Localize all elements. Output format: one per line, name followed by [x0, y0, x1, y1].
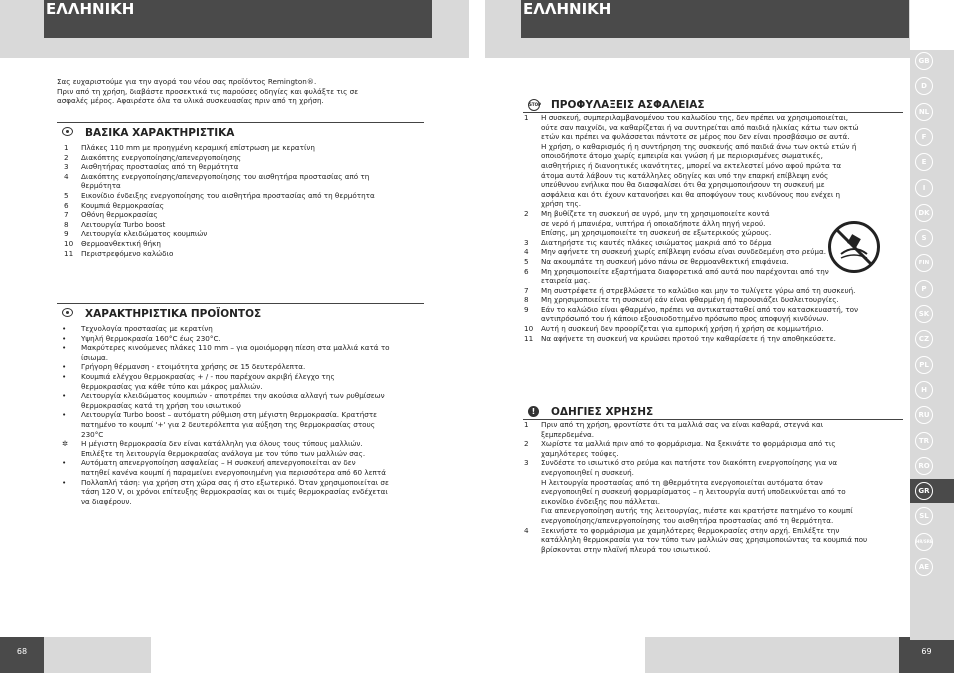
item-text: χρήση της.	[541, 199, 582, 209]
item-text: ξεμπερδεμένα.	[541, 429, 595, 439]
language-tab-ro[interactable]: RO	[915, 457, 933, 475]
no-water-icon	[828, 221, 880, 273]
item-text: Αυτόματη απενεργοποίηση ασφαλείας – Η συσκευή απενεργοποιείται αν δεν	[81, 458, 356, 468]
list-item	[62, 229, 422, 239]
item-number: 4	[524, 247, 529, 257]
list-item	[62, 249, 422, 259]
list-item	[62, 410, 427, 420]
item-text: Λειτουργία κλειδώματος κουμπιών - αποτρέπει την ακούσια αλλαγή των ρυθμίσεων	[81, 391, 385, 401]
list-item	[522, 142, 906, 152]
list-item	[522, 458, 906, 468]
item-number: 11	[524, 333, 534, 343]
language-tab-hr-srb[interactable]: HR/SRB	[915, 533, 933, 551]
item-number: •	[62, 333, 67, 343]
item-text: Εικονίδιο ένδειξης ενεργοποίησης του αισθητήρα προστασίας από τη θερμότητα	[81, 190, 375, 200]
list-item	[522, 295, 906, 305]
language-tab-fin[interactable]: FIN	[915, 254, 933, 272]
list-item	[62, 191, 422, 201]
list-item	[62, 362, 427, 372]
list-item	[62, 172, 422, 182]
list-item	[522, 468, 906, 478]
item-text: ενεργοποιηθεί η συσκευή.	[541, 467, 634, 477]
item-number: 9	[524, 304, 529, 314]
list-item	[522, 276, 906, 286]
item-text: αντιπρόσωπό του ή κάποιο εξουσιοδοτημένο πρόσωπο προς αποφυγή κινδύνων.	[541, 314, 829, 324]
eye-icon	[62, 308, 73, 317]
product-title: ΧΑΡΑΚΤΗΡΙΣΤΙΚΑ ΠΡΟΪΟΝΤΟΣ	[85, 308, 262, 320]
item-number: 2	[524, 208, 529, 218]
item-text: Χωρίστε τα μαλλιά πριν από το φορμάρισμα. Να ξεκινάτε το φορμάρισμα από τις	[541, 439, 836, 449]
no-water-symbol	[831, 224, 877, 270]
item-text: Περιστρεφόμενο καλώδιο	[81, 248, 174, 258]
item-text: ούτε σαν παιχνίδι, να καθαρίζεται ή να συντηρείται από παιδιά ηλικίας κάτω των οκτώ	[541, 122, 859, 132]
product-features-list	[62, 324, 427, 506]
language-tab-h[interactable]: H	[915, 381, 933, 399]
list-item	[62, 181, 422, 191]
list-item	[62, 324, 427, 334]
list-item	[522, 497, 906, 507]
item-text: Μην αφήνετε τη συσκευή χωρίς επίβλεψη ενόσω είναι συνδεδεμένη στο ρεύμα.	[541, 247, 826, 257]
list-item	[62, 382, 427, 392]
list-item	[522, 478, 906, 488]
item-text: Αισθητήρας προστασίας από τη θερμότητα	[81, 162, 239, 172]
item-text: εικονίδιο ένδειξης που πάλλεται.	[541, 496, 660, 506]
list-item	[522, 420, 906, 430]
item-number: 10	[64, 238, 74, 248]
item-text: πατηθεί κανένα κουμπί ή παραμείνει ενεργοποιημένη για περισσότερα από 60 λεπτά	[81, 467, 386, 477]
item-text: Αυτή η συσκευή δεν προορίζεται για εμπορική χρήση ή χρήση σε κομμωτήριο.	[541, 324, 824, 334]
item-text: θερμοκρασίας κατά τη χρήση του ισιωτικού	[81, 400, 241, 410]
language-tab-sl[interactable]: SL	[915, 507, 933, 525]
list-item	[522, 171, 906, 181]
right-footer-band	[645, 637, 899, 673]
item-text: Μακρύτερες κινούμενες πλάκες 110 mm – για ομοιόμορφη πίεση στα μαλλιά κατά το	[81, 343, 390, 353]
eye-icon	[62, 127, 73, 136]
item-text: σε νερό ή μπανιέρα, νιπτήρα ή οποιαδήποτε άλλη πηγή νερού.	[541, 218, 766, 228]
item-number: ✲	[62, 439, 69, 449]
language-tab-pl[interactable]: PL	[915, 356, 933, 374]
item-text: Λειτουργία κλειδώματος κουμπιών	[81, 229, 208, 239]
item-text: υπεύθυνου ενήλικα που θα διασφαλίσει ότι θα χρησιμοποιήσουν τη συσκευή με	[541, 180, 825, 190]
safety-title: ΠΡΟΦΥΛΑΞΕΙΣ ΑΣΦΑΛΕΙΑΣ	[551, 99, 705, 111]
list-item	[62, 449, 427, 459]
item-text: οποιοδήποτε άτομο χωρίς εμπειρία και γνώση ή με περιορισμένες σωματικές,	[541, 151, 823, 161]
item-number: 2	[64, 152, 69, 162]
item-text: Η λειτουργία προστασίας από τη ◍θερμότητα ενεργοποιείται αυτόματα όταν	[541, 477, 823, 487]
item-number: 8	[524, 295, 529, 305]
page-number: 68	[16, 647, 28, 656]
item-text: Να ακουμπάτε τη συσκευή μόνο πάνω σε θερμοανθεκτική επιφάνεια.	[541, 256, 789, 266]
list-item	[522, 286, 906, 296]
item-text: ενεργοποιηθεί η συσκευή φορμαρίσματος – η λειτουργία αυτή υποδεικνύεται από το	[541, 487, 846, 497]
list-item	[62, 239, 422, 249]
page-number: 69	[921, 647, 932, 656]
item-text: Κουμπιά ελέγχου θερμοκρασίας + / - που παρέχουν ακριβή έλεγχο της	[81, 371, 335, 381]
list-item	[62, 468, 427, 478]
list-item	[522, 132, 906, 142]
list-item	[522, 439, 906, 449]
item-text: Υψηλή θερμοκρασία 160°C έως 230°C.	[81, 333, 221, 343]
item-text: Κουμπιά θερμοκρασίας	[81, 200, 164, 210]
language-tab-s[interactable]: S	[915, 229, 933, 247]
intro-line: Πριν από τη χρήση, διαβάστε προσεκτικά τις παρούσες οδηγίες και φυλάξτε τις σε	[57, 86, 359, 96]
list-item	[522, 430, 906, 440]
item-text: κατάλληλη θερμοκρασία για τον τύπο των μαλλιών σας χρησιμοποιώντας τα κουμπιά που	[541, 535, 868, 545]
right-footer-page-number-bg	[899, 637, 954, 673]
language-tab-gr[interactable]: GR	[915, 482, 933, 500]
list-item	[62, 439, 427, 449]
list-item	[62, 391, 427, 401]
item-text: θερμοκρασίας για κάθε τύπο και μάκρος μαλλιών.	[81, 381, 263, 391]
item-text: Πλάκες 110 mm με προηγμένη κεραμική επίστρωση με κερατίνη	[81, 143, 315, 152]
left-page-header: ΕΛΛΗΝΙΚΗ	[44, 0, 432, 38]
intro-text	[57, 77, 427, 106]
item-text: Μη βυθίζετε τη συσκευή σε υγρό, μην τη χρησιμοποιείτε κοντά	[541, 208, 770, 218]
item-text: εταιρεία μας.	[541, 276, 591, 286]
item-number: 1	[524, 420, 529, 429]
item-number: 3	[524, 458, 529, 468]
item-number: 11	[64, 248, 74, 258]
language-tab-nl[interactable]: NL	[915, 103, 933, 121]
item-text: Επιλέξτε τη λειτουργία θερμοκρασίας ανάλογα με τον τύπο των μαλλιών σας.	[81, 448, 366, 458]
warning-icon: !	[528, 406, 539, 417]
language-tab-sk[interactable]: SK	[915, 305, 933, 323]
list-item	[522, 151, 906, 161]
item-number: 4	[524, 525, 529, 535]
item-text: Γρήγορη θέρμανση - ετοιμότητα χρήσης σε 15 δευτερόλεπτα.	[81, 362, 306, 372]
item-text: Πολλαπλή τάση: για χρήση στη χώρα σας ή στο εξωτερικό. Όταν χρησιμοποιείται σε	[81, 477, 389, 487]
language-tab-f[interactable]: F	[915, 128, 933, 146]
item-text: βρίσκονται στην πλαϊνή πλευρά του ισιωτικού.	[541, 544, 711, 554]
list-item	[522, 305, 906, 315]
list-item	[62, 143, 422, 153]
item-number: 5	[524, 256, 529, 266]
item-text: Μη χρησιμοποιείτε εξαρτήματα διαφορετικά από αυτά που παρέχονται από την	[541, 266, 829, 276]
stop-label: STOP	[529, 102, 541, 107]
item-text: αισθητήριες ή διανοητικές ικανότητες, μπορεί να εκτελεστεί μόνο αφού πρώτα τα	[541, 160, 842, 170]
item-number: 6	[524, 266, 529, 276]
item-text: ενεργοποίησης/απενεργοποίησης του αισθητήρα προστασίας από τη θερμότητα.	[541, 515, 834, 525]
language-tab-p[interactable]: P	[915, 280, 933, 298]
language-tab-tr[interactable]: TR	[915, 432, 933, 450]
list-item	[522, 516, 906, 526]
item-text: θερμότητα	[81, 181, 121, 191]
list-item	[522, 334, 906, 344]
item-text: ίσιωμα.	[81, 352, 109, 362]
left-footer-band	[44, 637, 151, 673]
usage-list	[522, 420, 906, 554]
product-features-heading	[57, 303, 424, 320]
item-number: 1	[64, 143, 69, 152]
list-item	[522, 506, 906, 516]
list-item	[522, 526, 906, 536]
language-tab-d[interactable]: D	[915, 77, 933, 95]
usage-title: ΟΔΗΓΙΕΣ ΧΡΗΣΗΣ	[551, 406, 654, 418]
item-text: Λειτουργία Turbo boost	[81, 219, 166, 229]
item-text: Πριν από τη χρήση, φροντίστε ότι τα μαλλιά σας να είναι καθαρά, στεγνά και	[541, 420, 824, 429]
list-item	[62, 430, 427, 440]
list-item	[522, 314, 906, 324]
list-item	[62, 497, 427, 507]
list-item	[62, 162, 422, 172]
item-number: •	[62, 458, 67, 468]
item-text: Διακόπτης ενεργοποίησης/απενεργοποίησης του αισθητήρα προστασίας από τη	[81, 171, 370, 181]
list-item	[522, 449, 906, 459]
list-item	[522, 199, 906, 209]
list-item	[62, 220, 422, 230]
list-item	[62, 487, 427, 497]
item-text: Τεχνολογία προστασίας με κερατίνη	[81, 324, 213, 333]
language-tab-cz[interactable]: CZ	[915, 330, 933, 348]
left-footer-page-number-bg	[0, 637, 44, 673]
language-tab-ru[interactable]: RU	[915, 406, 933, 424]
stop-icon	[528, 99, 540, 111]
list-item	[62, 478, 427, 488]
item-text: να διαφέρουν.	[81, 496, 132, 506]
item-number: •	[62, 362, 67, 372]
intro-line: Σας ευχαριστούμε για την αγορά του νέου σας προϊόντος Remington®.	[57, 77, 317, 86]
item-number: 5	[64, 190, 69, 200]
item-text: Επίσης, μη χρησιμοποιείτε τη συσκευή σε εξωτερικούς χώρους.	[541, 228, 772, 238]
item-text: τάση 120 V, οι χρόνοι επίτευξης θερμοκρασίας και οι τιμές θερμοκρασίας ενδέχεται	[81, 487, 388, 497]
item-text: ασφάλεια και ότι έχουν κατανοήσει και θα αποφύγουν τους κινδύνους που ενέχει η	[541, 189, 841, 199]
list-item	[522, 324, 906, 334]
list-item	[522, 545, 906, 555]
list-item	[522, 180, 906, 190]
item-text: ετών και πρέπει να φυλάσσεται πάντοτε σε μέρος που δεν είναι προσβάσιμο σε αυτά.	[541, 132, 850, 142]
list-item	[522, 113, 906, 123]
item-text: Η συσκευή, συμπεριλαμβανομένου του καλωδίου της, δεν πρέπει να χρησιμοποιείται,	[541, 113, 849, 122]
item-number: 4	[64, 171, 69, 181]
list-item	[62, 458, 427, 468]
list-item	[62, 201, 422, 211]
item-text: 230°C	[81, 429, 104, 439]
item-number: 10	[524, 324, 534, 334]
right-page-header: ΕΛΛΗΝΙΚΗ	[521, 0, 909, 38]
item-text: Να αφήνετε τη συσκευή να κρυώσει προτού την καθαρίσετε ή την αποθηκεύσετε.	[541, 333, 836, 343]
language-tab-gb[interactable]: GB	[915, 52, 933, 70]
item-text: πατημένο το κουμπί '+' για 2 δευτερόλεπτα για αύξηση της θερμοκρασίας στους	[81, 419, 375, 429]
item-number: •	[62, 391, 67, 401]
item-text: Η χρήση, ο καθαρισμός ή η συντήρηση της συσκευής από παιδιά άνω των οκτώ ετών ή	[541, 141, 857, 151]
item-text: Οθόνη θερμοκρασίας	[81, 210, 158, 220]
item-number: 7	[64, 210, 69, 220]
item-number: •	[62, 410, 67, 420]
item-text: Διακόπτης ενεργοποίησης/απενεργοποίησης	[81, 152, 241, 162]
item-text: Εάν το καλώδιο είναι φθαρμένο, πρέπει να αντικατασταθεί από τον κατασκευαστή, τον	[541, 304, 859, 314]
item-number: •	[62, 371, 67, 381]
features-heading	[57, 122, 424, 139]
list-item	[62, 372, 427, 382]
list-item	[522, 161, 906, 171]
item-text: Λειτουργία Turbo boost – αυτόματη ρύθμιση στη μέγιστη θερμοκρασία. Κρατήστε	[81, 410, 378, 420]
item-number: 1	[524, 113, 529, 122]
item-number: 9	[64, 229, 69, 239]
list-item	[62, 334, 427, 344]
list-item	[62, 420, 427, 430]
item-text: Ξεκινήστε το φορμάρισμα με χαμηλότερες θερμοκρασίες στην αρχή. Επιλέξτε την	[541, 525, 840, 535]
item-number: •	[62, 343, 67, 353]
language-tab-ae[interactable]: AE	[915, 558, 933, 576]
item-number: 2	[524, 439, 529, 449]
intro-line: ασφαλές μέρος. Αφαιρέστε όλα τα υλικά συσκευασίας πριν από τη χρήση.	[57, 96, 324, 106]
language-tab-i[interactable]: I	[915, 179, 933, 197]
list-item	[62, 343, 427, 353]
list-item	[522, 487, 906, 497]
language-tab-e[interactable]: E	[915, 153, 933, 171]
list-item	[522, 209, 906, 219]
item-text: Μη χρησιμοποιείτε τη συσκευή εάν είναι φθαρμένη ή παρουσιάζει δυσλειτουργίες.	[541, 295, 839, 305]
item-number: 8	[64, 219, 69, 229]
list-item	[522, 190, 906, 200]
item-text: Συνδέστε το ισιωτικό στο ρεύμα και πατήστε τον διακόπτη ενεργοποίησης για να	[541, 458, 838, 468]
item-text: Μη συστρέφετε ή στρεβλώσετε το καλώδιο και μην το τυλίγετε γύρω από τη συσκευή.	[541, 285, 856, 295]
item-text: Θερμοανθεκτική θήκη	[81, 238, 161, 248]
item-text: χαμηλότερες τούφες.	[541, 448, 619, 458]
item-text: άτομα αυτά λάβουν τις κατάλληλες οδηγίες και υπό την επαρκή επίβλεψη ενός	[541, 170, 829, 180]
item-text: Η μέγιστη θερμοκρασία δεν είναι κατάλληλη για όλους τους τύπους μαλλιών.	[81, 439, 363, 449]
item-number: •	[62, 324, 67, 333]
features-title: ΒΑΣΙΚΑ ΧΑΡΑΚΤΗΡΙΣΤΙΚΑ	[85, 127, 235, 139]
list-item	[62, 401, 427, 411]
list-item	[62, 153, 422, 163]
item-number: 7	[524, 285, 529, 295]
item-number: 6	[64, 200, 69, 210]
language-tab-dk[interactable]: DK	[915, 204, 933, 222]
item-number: 3	[64, 162, 69, 172]
item-text: Για απενεργοποίηση αυτής της λειτουργίας, πιέστε και κρατήστε πατημένο το κουμπί	[541, 506, 853, 516]
list-item	[62, 353, 427, 363]
list-item	[62, 210, 422, 220]
item-number: 3	[524, 237, 529, 247]
list-item	[522, 123, 906, 133]
item-number: •	[62, 477, 67, 487]
features-list	[62, 143, 422, 258]
item-text: Διατηρήστε τις καυτές πλάκες ισιώματος μακριά από το δέρμα	[541, 237, 772, 247]
list-item	[522, 535, 906, 545]
